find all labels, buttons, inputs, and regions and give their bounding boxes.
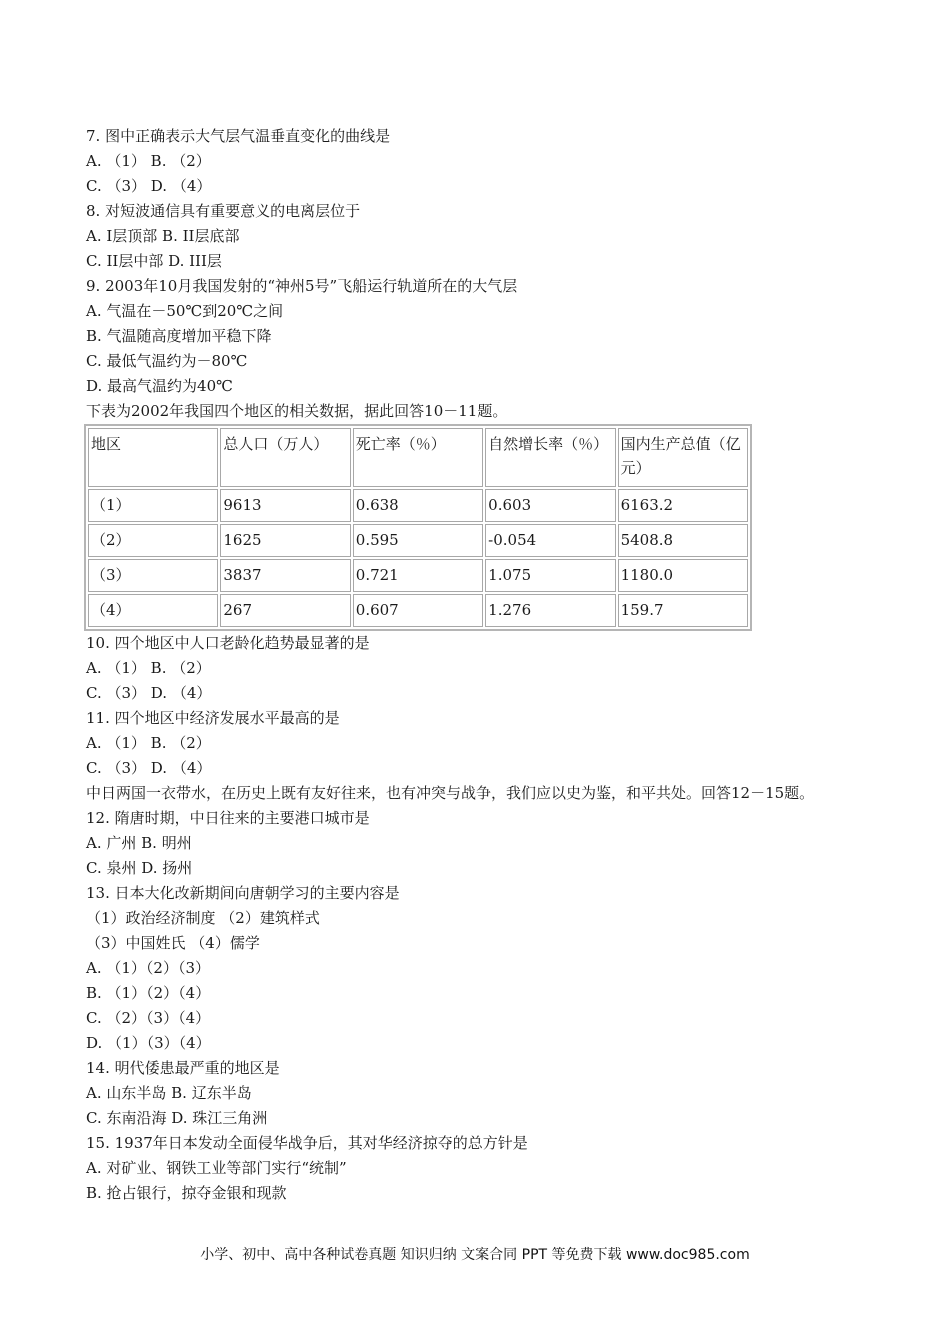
question-line: D. 最高气温约为40℃ [86,377,233,395]
question-line: A. （1）（2）（3） [86,959,210,977]
question-line: 8. 对短波通信具有重要意义的电离层位于 [86,202,361,220]
table-cell: 0.595 [353,524,483,557]
exam-page-content [86,124,876,1206]
question-line: A. （1） B. （2） [86,734,211,752]
question-line: C. （3） D. （4） [86,684,212,702]
question-line: A. 对矿业、钢铁工业等部门实行“统制” [86,1159,347,1177]
question-line: A. 山东半岛 B. 辽东半岛 [86,1084,252,1102]
table-cell: 0.721 [353,559,483,592]
table-row [88,559,748,592]
table-cell: -0.054 [485,524,615,557]
questions-7-to-9 [86,124,876,424]
table-cell: 1180.0 [618,559,748,592]
table-row [88,524,748,557]
table-cell: 5408.8 [618,524,748,557]
table-row [88,489,748,522]
question-line: A. I层顶部 B. II层底部 [86,227,240,245]
table-cell: 1.075 [485,559,615,592]
table-cell: 0.603 [485,489,615,522]
table-header-cell: 总人口（万人） [220,428,350,487]
page-footer: 小学、初中、高中各种试卷真题 知识归纳 文案合同 PPT 等免费下载 www.doc985.com [200,1247,750,1263]
table-cell: （1） [88,489,218,522]
question-line: 13. 日本大化改新期间向唐朝学习的主要内容是 [86,884,400,902]
question-line: 14. 明代倭患最严重的地区是 [86,1059,280,1077]
table-row [88,594,748,627]
question-line: B. 气温随高度增加平稳下降 [86,327,272,345]
table-cell: 0.607 [353,594,483,627]
question-line: C. 东南沿海 D. 珠江三角洲 [86,1109,268,1127]
table-cell: 1.276 [485,594,615,627]
table-cell: （3） [88,559,218,592]
table-cell: （4） [88,594,218,627]
question-line: 9. 2003年10月我国发射的“神州5号”飞船运行轨道所在的大气层 [86,277,518,295]
question-line: C. 最低气温约为－80℃ [86,352,248,370]
table-cell: 3837 [220,559,350,592]
table-header-row [88,428,748,487]
table-cell: 267 [220,594,350,627]
question-line: 10. 四个地区中人口老龄化趋势最显著的是 [86,634,370,652]
question-line: A. 气温在－50℃到20℃之间 [86,302,284,320]
question-line: C. 泉州 D. 扬州 [86,859,193,877]
region-data-table [84,424,752,631]
question-line: 12. 隋唐时期，中日往来的主要港口城市是 [86,809,370,827]
table-cell: 159.7 [618,594,748,627]
question-line: C. （3） D. （4） [86,177,212,195]
history-passage: 中日两国一衣带水，在历史上既有友好往来，也有冲突与战争，我们应以史为鉴，和平共处。回答12－15题。 [86,784,815,802]
table-intro: 下表为2002年我国四个地区的相关数据，据此回答10－11题。 [86,402,508,420]
question-line: D. （1）（3）（4） [86,1034,211,1052]
table-cell: 6163.2 [618,489,748,522]
question-line: 7. 图中正确表示大气层气温垂直变化的曲线是 [86,127,391,145]
question-line: （1）政治经济制度 （2）建筑样式 [86,909,320,927]
question-line: A. 广州 B. 明州 [86,834,192,852]
table-header-cell: 自然增长率（％） [485,428,615,487]
question-line: C. （2）（3）（4） [86,1009,211,1027]
question-line: 11. 四个地区中经济发展水平最高的是 [86,709,340,727]
question-line: A. （1） B. （2） [86,659,211,677]
question-line: C. II层中部 D. III层 [86,252,222,270]
question-line: （3）中国姓氏 （4）儒学 [86,934,260,952]
table-cell: 0.638 [353,489,483,522]
question-line: A. （1） B. （2） [86,152,211,170]
table-cell: 1625 [220,524,350,557]
table-header-cell: 地区 [88,428,218,487]
question-line: B. 抢占银行，掠夺金银和现款 [86,1184,287,1202]
question-line: 15. 1937年日本发动全面侵华战争后，其对华经济掠夺的总方针是 [86,1134,528,1152]
question-line: B. （1）（2）（4） [86,984,211,1002]
table-cell: 9613 [220,489,350,522]
table-header-cell: 国内生产总值（亿元） [618,428,748,487]
table-header-cell: 死亡率（％） [353,428,483,487]
table-cell: （2） [88,524,218,557]
question-line: C. （3） D. （4） [86,759,212,777]
questions-12-to-15 [86,806,876,1206]
questions-10-to-11 [86,631,876,781]
